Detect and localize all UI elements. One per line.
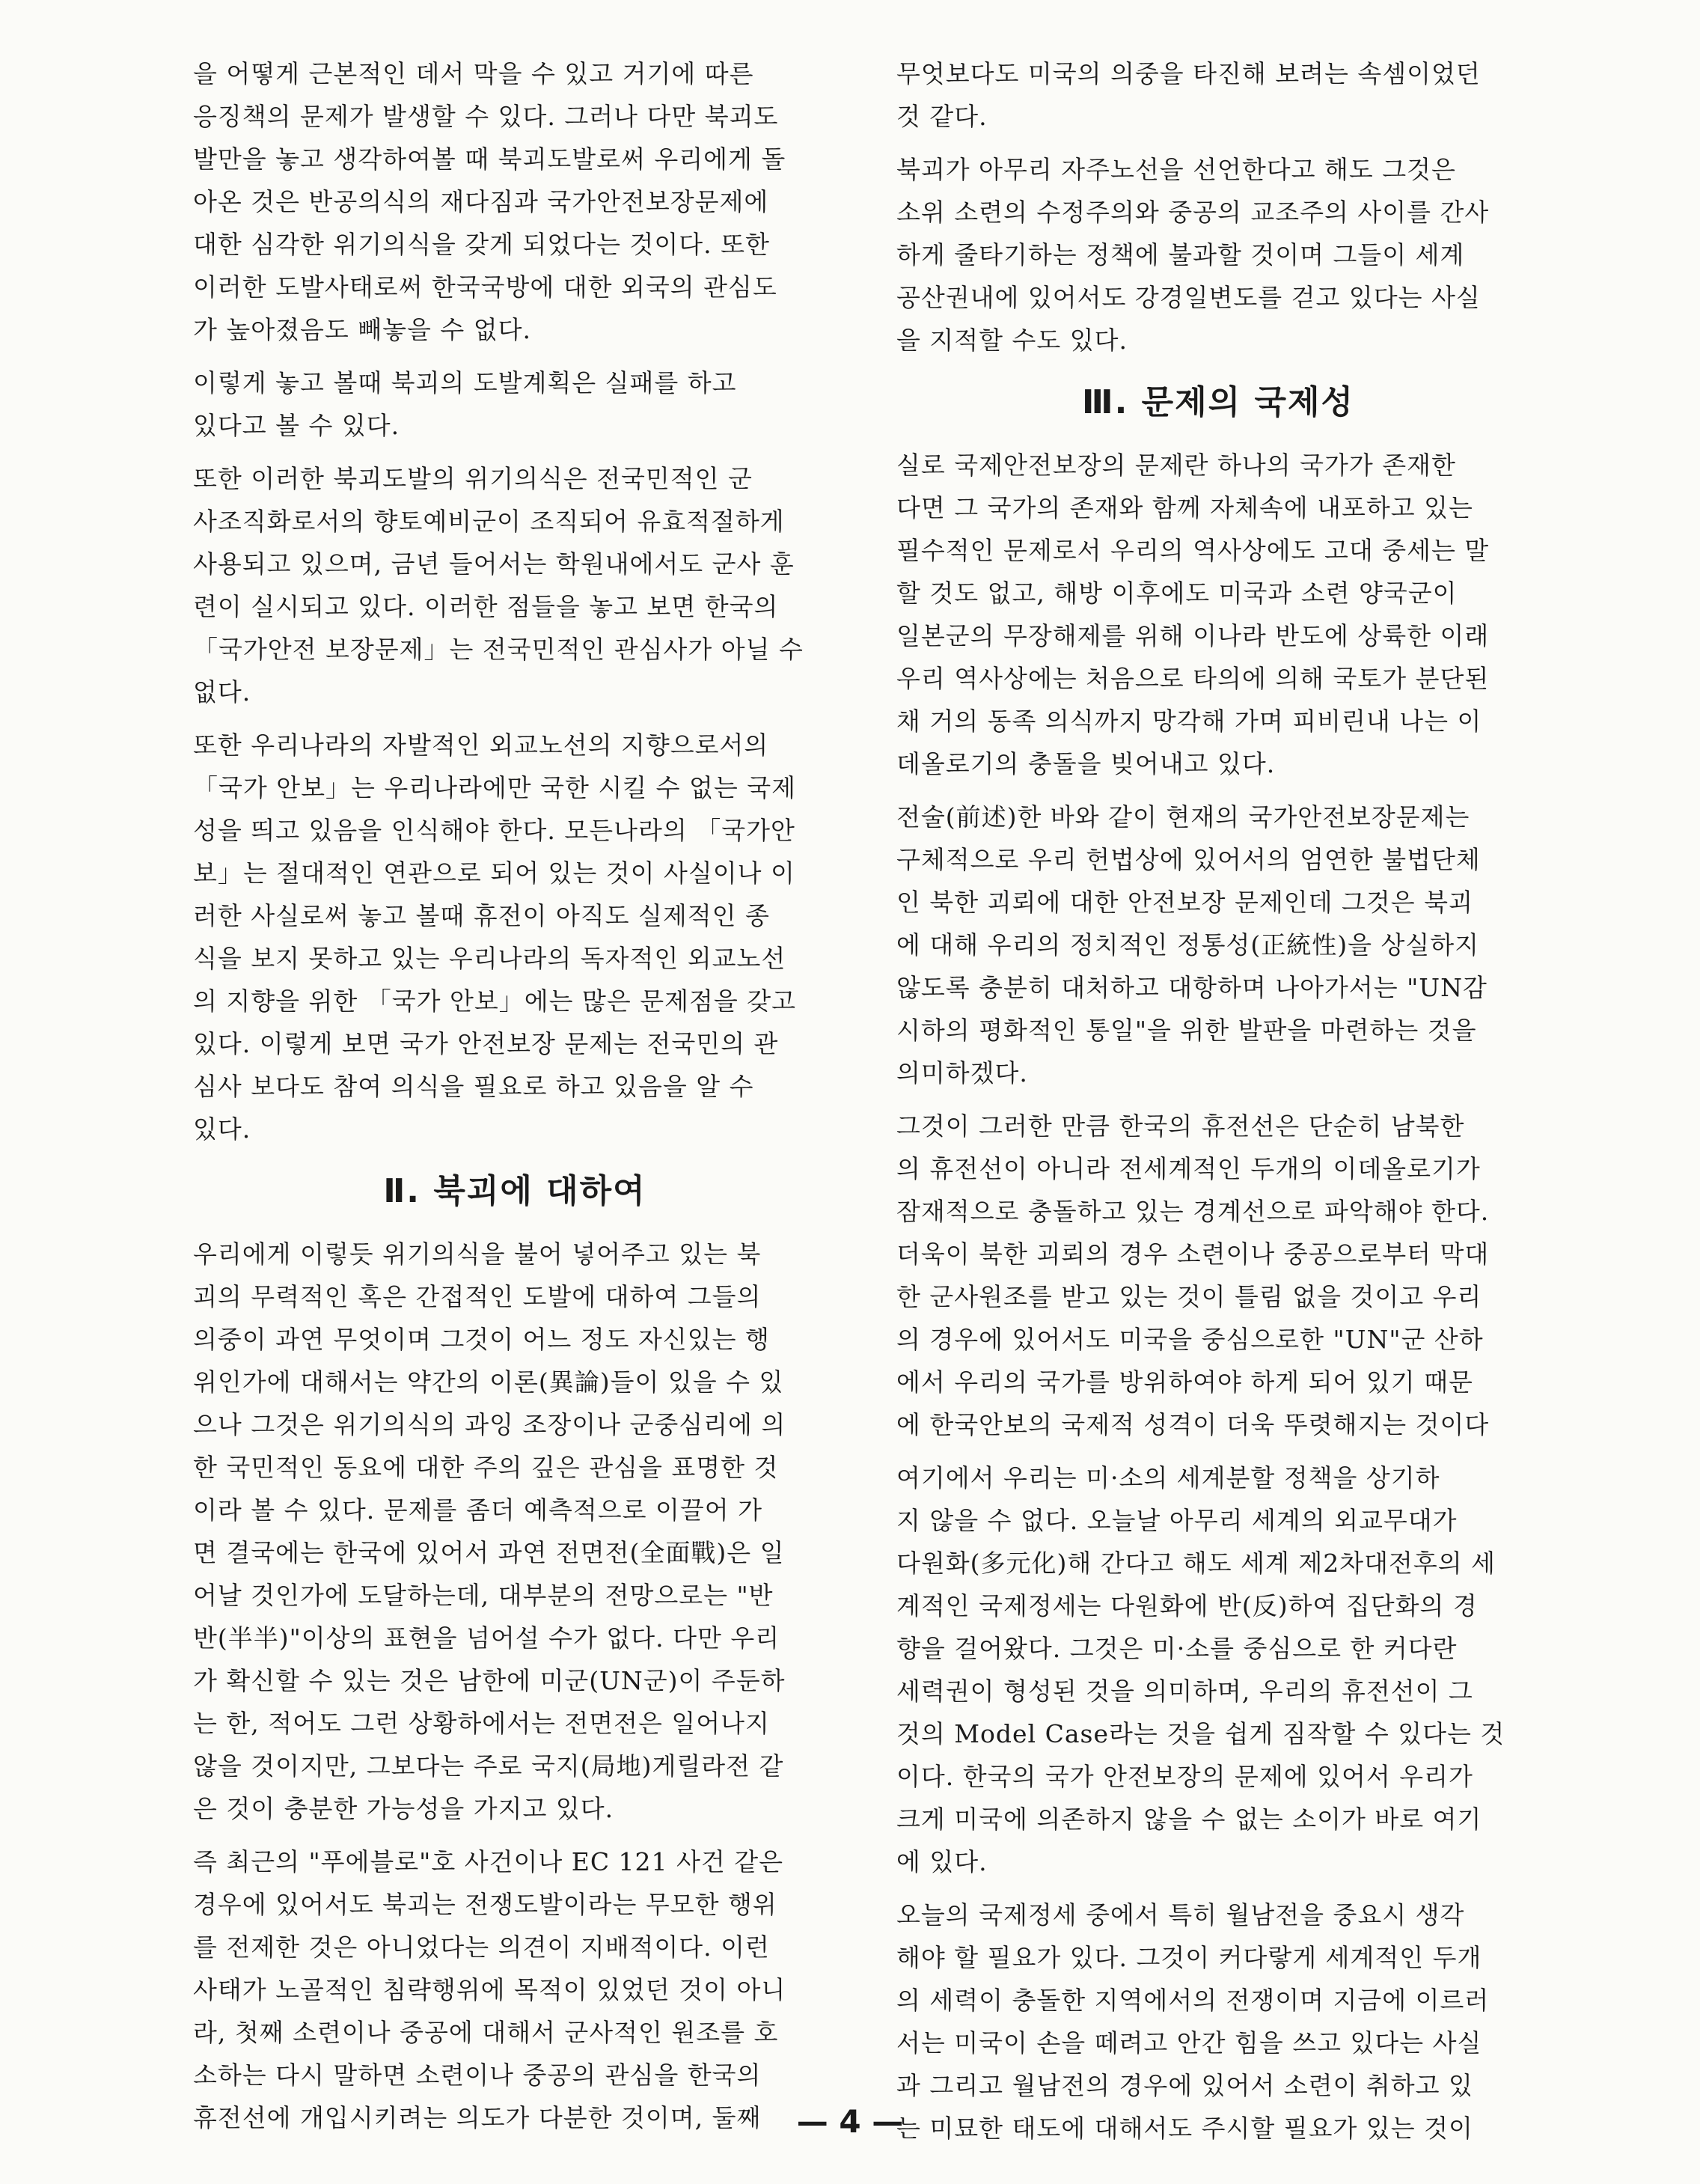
text-line: 서는 미국이 손을 떼려고 안간 힘을 쓰고 있다는 사실 [896, 2028, 1482, 2058]
text-line: 으나 그것은 위기의식의 과잉 조장이나 군중심리에 의 [193, 1410, 786, 1439]
text-line: 것 같다. [896, 102, 988, 131]
text-line: 그것이 그러한 만큼 한국의 휴전선은 단순히 남북한 [896, 1111, 1465, 1141]
text-line: 을 지적할 수도 있다. [896, 326, 1128, 355]
text-line: 의중이 과연 무엇이며 그것이 어느 정도 자신있는 행 [193, 1325, 770, 1354]
text-line: 는 한, 적어도 그런 상황하에서는 전면전은 일어나지 [193, 1709, 770, 1738]
paragraph [896, 444, 1540, 785]
paragraph [193, 457, 837, 713]
text-line: 향을 걸어왔다. 그것은 미·소를 중심으로 한 커다란 [896, 1634, 1458, 1663]
text-line: 무엇보다도 미국의 의중을 타진해 보려는 속셈이었던 [896, 59, 1481, 88]
text-line: 소하는 다시 말하면 소련이나 중공의 관심을 한국의 [193, 2061, 762, 2090]
text-line: 아온 것은 반공의식의 재다짐과 국가안전보장문제에 [193, 187, 769, 216]
paragraph [193, 52, 837, 351]
text-line: 세력권이 형성된 것을 의미하며, 우리의 휴전선이 그 [896, 1677, 1473, 1706]
text-line: 휴전선에 개입시키려는 의도가 다분한 것이며, 둘째 [193, 2103, 762, 2132]
text-line: 할 것도 없고, 해방 이후에도 미국과 소련 양국군이 [896, 579, 1458, 608]
paragraph [193, 724, 837, 1150]
text-line: 데올로기의 충돌을 빚어내고 있다. [896, 749, 1276, 778]
text-line: 의 세력이 충돌한 지역에서의 전쟁이며 지금에 이르러 [896, 1986, 1490, 2015]
text-line: 크게 미국에 의존하지 않을 수 없는 소이가 바로 여기 [896, 1805, 1482, 1834]
text-line: 여기에서 우리는 미·소의 세계분할 정책을 상기하 [896, 1463, 1440, 1492]
text-line: 다면 그 국가의 존재와 함께 자체속에 내포하고 있는 [896, 493, 1473, 522]
text-line: 것의 Model Case라는 것을 쉽게 짐작할 수 있다는 것 [896, 1719, 1505, 1748]
text-line: 우리에게 이렇듯 위기의식을 불어 넣어주고 있는 북 [193, 1239, 762, 1269]
text-line: 않을 것이지만, 그보다는 주로 국지(局地)게릴라전 같 [193, 1751, 784, 1781]
text-line: 다원화(多元化)해 간다고 해도 세계 제2차대전후의 세 [896, 1549, 1496, 1578]
text-line: 대한 심각한 위기의식을 갖게 되었다는 것이다. 또한 [193, 230, 770, 259]
text-line: 련이 실시되고 있다. 이러한 점들을 놓고 보면 한국의 [193, 592, 779, 621]
text-line: 러한 사실로써 놓고 볼때 휴전이 아직도 실제적인 종 [193, 901, 770, 930]
text-line: 경우에 있어서도 북괴는 전쟁도발이라는 무모한 행위 [193, 1890, 777, 1919]
paragraph [193, 362, 837, 447]
text-line: 가 확신할 수 있는 것은 남한에 미군(UN군)이 주둔하 [193, 1666, 786, 1695]
text-line: 반(半半)"이상의 표현을 넘어설 수가 없다. 다만 우리 [193, 1623, 780, 1653]
text-line: 우리 역사상에는 처음으로 타의에 의해 국토가 분단된 [896, 664, 1490, 693]
text-line: 사용되고 있으며, 금년 들어서는 학원내에서도 군사 훈 [193, 549, 795, 579]
paragraph [896, 1105, 1540, 1446]
text-line: 심사 보다도 참여 의식을 필요로 하고 있음을 알 수 [193, 1072, 754, 1101]
paragraph [896, 796, 1540, 1094]
text-line: 않도록 충분히 대처하고 대항하며 나아가서는 "UN감 [896, 973, 1488, 1002]
text-line: 「국가안전 보장문제」는 전국민적인 관심사가 아닐 수 [193, 635, 804, 664]
left-column [193, 52, 837, 2139]
paragraph [896, 1456, 1540, 1883]
text-line: 해야 할 필요가 있다. 그것이 커다랗게 세계적인 두개 [896, 1943, 1482, 1972]
text-line: 의 지향을 위한 「국가 안보」에는 많은 문제점을 갖고 [193, 986, 796, 1016]
text-line: 과 그리고 월남전의 경우에 있어서 소련이 취하고 있 [896, 2071, 1473, 2100]
text-line: 이다. 한국의 국가 안전보장의 문제에 있어서 우리가 [896, 1762, 1473, 1791]
text-line: 사조직화로서의 향토예비군이 조직되어 유효적절하게 [193, 507, 785, 536]
text-line: 을 어떻게 근본적인 데서 막을 수 있고 거기에 따른 [193, 59, 754, 88]
text-line: 가 높아졌음도 빼놓을 수 없다. [193, 315, 531, 344]
text-line: 더욱이 북한 괴뢰의 경우 소련이나 중공으로부터 막대 [896, 1239, 1490, 1269]
text-line: 응징책의 문제가 발생할 수 있다. 그러나 다만 북괴도 [193, 102, 779, 131]
text-line: 구체적으로 우리 헌법상에 있어서의 엄연한 불법단체 [896, 845, 1481, 874]
paragraph [193, 1233, 837, 1830]
text-line: 의 휴전선이 아니라 전세계적인 두개의 이데올로기가 [896, 1154, 1481, 1183]
page-number: — 4 — [796, 2103, 904, 2140]
text-line: 실로 국제안전보장의 문제란 하나의 국가가 존재한 [896, 451, 1456, 480]
paragraph [896, 148, 1540, 362]
text-line: 보」는 절대적인 연관으로 되어 있는 것이 사실이나 이 [193, 858, 795, 888]
text-line: 오늘의 국제정세 중에서 특히 월남전을 중요시 생각 [896, 1900, 1465, 1930]
text-line: 채 거의 동족 의식까지 망각해 가며 피비린내 나는 이 [896, 707, 1482, 736]
text-line: 라, 첫째 소련이나 중공에 대해서 군사적인 원조를 호 [193, 2018, 779, 2047]
text-line: 북괴가 아무리 자주노선을 선언한다고 해도 그것은 [896, 155, 1456, 184]
text-line: 지 않을 수 없다. 오늘날 아무리 세계의 외교무대가 [896, 1506, 1458, 1535]
text-line: 잠재적으로 충돌하고 있는 경계선으로 파악해야 한다. [896, 1197, 1490, 1226]
text-line: 있다. [193, 1114, 251, 1144]
text-line: 없다. [193, 677, 251, 707]
text-line: 를 전제한 것은 아니었다는 의견이 지배적이다. 이런 [193, 1933, 770, 1962]
text-line: 또한 이러한 북괴도발의 위기의식은 전국민적인 군 [193, 464, 753, 493]
paragraph [896, 52, 1540, 138]
text-line: 성을 띄고 있음을 인식해야 한다. 모든나라의 「국가안 [193, 816, 795, 845]
text-line: 계적인 국제정세는 다원화에 반(反)하여 집단화의 경 [896, 1591, 1478, 1620]
text-line: 식을 보지 못하고 있는 우리나라의 독자적인 외교노선 [193, 944, 786, 973]
text-line: 소위 소련의 수정주의와 중공의 교조주의 사이를 간사 [896, 198, 1490, 227]
text-line: 에 대해 우리의 정치적인 정통성(正統性)을 상실하지 [896, 930, 1480, 960]
text-line: 에서 우리의 국가를 방위하여야 하게 되어 있기 때문 [896, 1367, 1473, 1397]
text-line: 사태가 노골적인 침략행위에 목적이 있었던 것이 아니 [193, 1975, 786, 2004]
text-line: 의미하겠다. [896, 1058, 1028, 1088]
text-line: 발만을 놓고 생각하여볼 때 북괴도발로써 우리에게 돌 [193, 144, 786, 174]
text-line: 한 군사원조를 받고 있는 것이 틀림 없을 것이고 우리 [896, 1282, 1482, 1311]
text-line: 「국가 안보」는 우리나라에만 국한 시킬 수 없는 국제 [193, 773, 796, 802]
text-line: 시하의 평화적인 통일"을 위한 발판을 마련하는 것을 [896, 1016, 1477, 1045]
paragraph [193, 1840, 837, 2139]
text-line: 인 북한 괴뢰에 대한 안전보장 문제인데 그것은 북괴 [896, 888, 1473, 917]
text-line: 있다고 볼 수 있다. [193, 411, 400, 440]
text-line: 면 결국에는 한국에 있어서 과연 전면전(全面戰)은 일 [193, 1538, 785, 1567]
text-line: 는 미묘한 태도에 대해서도 주시할 필요가 있는 것이 [896, 2114, 1473, 2143]
text-line: 일본군의 무장해제를 위해 이나라 반도에 상륙한 이래 [896, 621, 1490, 650]
right-column [896, 52, 1540, 2150]
text-line: 은 것이 충분한 가능성을 가지고 있다. [193, 1794, 614, 1823]
text-line: 전술(前述)한 바와 같이 현재의 국가안전보장문제는 [896, 802, 1470, 832]
text-line: 한 국민적인 동요에 대한 주의 깊은 관심을 표명한 것 [193, 1453, 779, 1482]
text-line: 의 경우에 있어서도 미국을 중심으로한 "UN"군 산하 [896, 1325, 1484, 1354]
text-line: 하게 줄타기하는 정책에 불과할 것이며 그들이 세계 [896, 240, 1465, 269]
text-line: 위인가에 대해서는 약간의 이론(異論)들이 있을 수 있 [193, 1367, 784, 1397]
text-line: 있다. 이렇게 보면 국가 안전보장 문제는 전국민의 관 [193, 1029, 779, 1058]
text-line: 이렇게 놓고 볼때 북괴의 도발계획은 실패를 하고 [193, 368, 737, 397]
text-line: 공산권내에 있어서도 강경일변도를 걷고 있다는 사실 [896, 283, 1481, 312]
text-line: 즉 최근의 "푸에블로"호 사건이나 EC 121 사건 같은 [193, 1847, 784, 1876]
text-line: 또한 우리나라의 자발적인 외교노선의 지향으로서의 [193, 730, 769, 760]
text-line: 필수적인 문제로서 우리의 역사상에도 고대 중세는 말 [896, 536, 1490, 565]
text-line: 이러한 도발사태로써 한국국방에 대한 외국의 관심도 [193, 272, 777, 302]
section-heading: Ⅲ. 문제의 국제성 [1082, 383, 1354, 421]
text-line: 에 있다. [896, 1847, 988, 1876]
text-line: 이라 볼 수 있다. 문제를 좀더 예측적으로 이끌어 가 [193, 1495, 762, 1525]
text-line: 어날 것인가에 도달하는데, 대부분의 전망으로는 "반 [193, 1581, 774, 1610]
section-heading: Ⅱ. 북괴에 대하여 [383, 1172, 646, 1210]
text-line: 괴의 무력적인 혹은 간접적인 도발에 대하여 그들의 [193, 1282, 762, 1311]
text-line: 에 한국안보의 국제적 성격이 더욱 뚜렷해지는 것이다 [896, 1410, 1490, 1439]
